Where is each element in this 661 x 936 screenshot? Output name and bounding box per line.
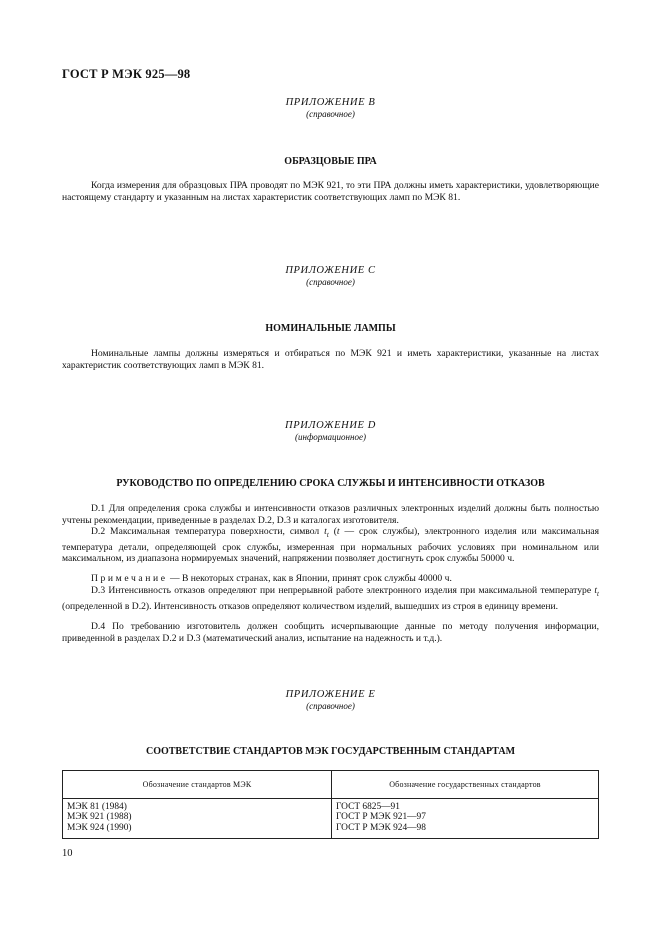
table-cell-iec-list bbox=[67, 802, 132, 833]
standards-correspondence-table bbox=[62, 770, 599, 839]
appendix-c-subtitle: (справочное) bbox=[306, 277, 355, 287]
clause-d2-text-c: — срок службы), электронного изделия или максимальная температура детали, определяющей срок службы, измеренная при нормальных рабочих условиях при номинальном или максимальном, из диапазона нормируемых значений, напряжении позволяет достигнуть срок службы 50000 ч. bbox=[62, 526, 600, 565]
table-header-iec: Обозначение стандартов МЭК bbox=[142, 780, 252, 789]
appendix-d-title: ПРИЛОЖЕНИЕ D bbox=[285, 420, 376, 431]
page-number: 10 bbox=[62, 848, 73, 859]
clause-d2-text-a: D.2 Максимальная температура поверхности, символ bbox=[91, 526, 325, 537]
note bbox=[62, 573, 599, 585]
clause-d1: D.1 Для определения срока службы и интенсивности отказов различных электронных изделий должны быть полностью учтены рекомендации, приведенные в разделах D.2, D.3 и каталогах изготовителя. bbox=[62, 503, 599, 526]
symbol-t: t bbox=[594, 585, 598, 596]
appendix-b-paragraph: Когда измерения для образцовых ПРА проводят по МЭК 921, то эти ПРА должны иметь характеристики, удовлетворяющие настоящему стандарту и указанным на листах характеристик соответствующих ламп по МЭК 81. bbox=[62, 180, 599, 203]
document-code: ГОСТ Р МЭК 925—98 bbox=[62, 67, 191, 81]
clause-d3 bbox=[62, 585, 599, 612]
symbol-t: t bbox=[324, 526, 327, 537]
clause-d3-text-b: (определенной в D.2). Интенсивность отказов определяют количеством изделий, вышедших из строя в единицу времени. bbox=[62, 600, 559, 612]
appendix-b-title: ПРИЛОЖЕНИЕ В bbox=[285, 97, 376, 108]
clause-d3-text-a: D.3 Интенсивность отказов определяют при непрерывной работе электронного изделия при максимальной температуре bbox=[91, 585, 595, 596]
symbol-t-subscript: t bbox=[326, 530, 329, 539]
appendix-c-title: ПРИЛОЖЕНИЕ С bbox=[285, 265, 376, 276]
symbol-t-subscript: t bbox=[597, 589, 599, 598]
appendix-c-paragraph: Номинальные лампы должны измеряться и отбираться по МЭК 921 и иметь характеристики, указанные на листах характеристик соответствующих ламп в МЭК 81. bbox=[62, 348, 599, 371]
table-cell: ГОСТ Р МЭК 924—98 bbox=[336, 822, 426, 833]
table-cell: МЭК 921 (1988) bbox=[67, 812, 132, 823]
appendix-d-subtitle: (информационное) bbox=[295, 432, 366, 442]
clause-d2 bbox=[62, 526, 599, 565]
table-header-divider bbox=[63, 798, 598, 799]
note-text: — В некоторых странах, как в Японии, принят срок службы 40000 ч. bbox=[167, 573, 452, 584]
symbol-t-life: t bbox=[336, 526, 340, 537]
appendix-c-heading: НОМИНАЛЬНЫЕ ЛАМПЫ bbox=[265, 323, 396, 334]
table-cell: ГОСТ 6825—91 bbox=[336, 802, 400, 812]
appendix-e-subtitle: (справочное) bbox=[306, 701, 355, 711]
table-header-gost: Обозначение государственных стандартов bbox=[389, 780, 541, 789]
appendix-b-heading: ОБРАЗЦОВЫЕ ПРА bbox=[284, 156, 377, 167]
appendix-e-title: ПРИЛОЖЕНИЕ Е bbox=[285, 689, 376, 700]
table-cell: МЭК 924 (1990) bbox=[67, 822, 132, 833]
clause-d2-text-b: ( bbox=[328, 526, 337, 537]
appendix-b-subtitle: (справочное) bbox=[306, 109, 355, 119]
appendix-d-heading: РУКОВОДСТВО ПО ОПРЕДЕЛЕНИЮ СРОКА СЛУЖБЫ И ИНТЕНСИВНОСТИ ОТКАЗОВ bbox=[116, 478, 545, 489]
note-label: Примечание bbox=[91, 573, 168, 584]
table-cell: МЭК 81 (1984) bbox=[67, 802, 127, 812]
clause-d4: D.4 По требованию изготовитель должен сообщить исчерпывающие данные по методу получения информации, приведенной в разделах D.2 и D.3 (математический анализ, испытание на надежность и т.д.). bbox=[62, 621, 599, 644]
table-cell: ГОСТ Р МЭК 921—97 bbox=[336, 812, 426, 823]
appendix-e-heading: СООТВЕТСТВИЕ СТАНДАРТОВ МЭК ГОСУДАРСТВЕННЫМ СТАНДАРТАМ bbox=[145, 746, 516, 757]
table-cell-gost-list bbox=[336, 802, 426, 833]
